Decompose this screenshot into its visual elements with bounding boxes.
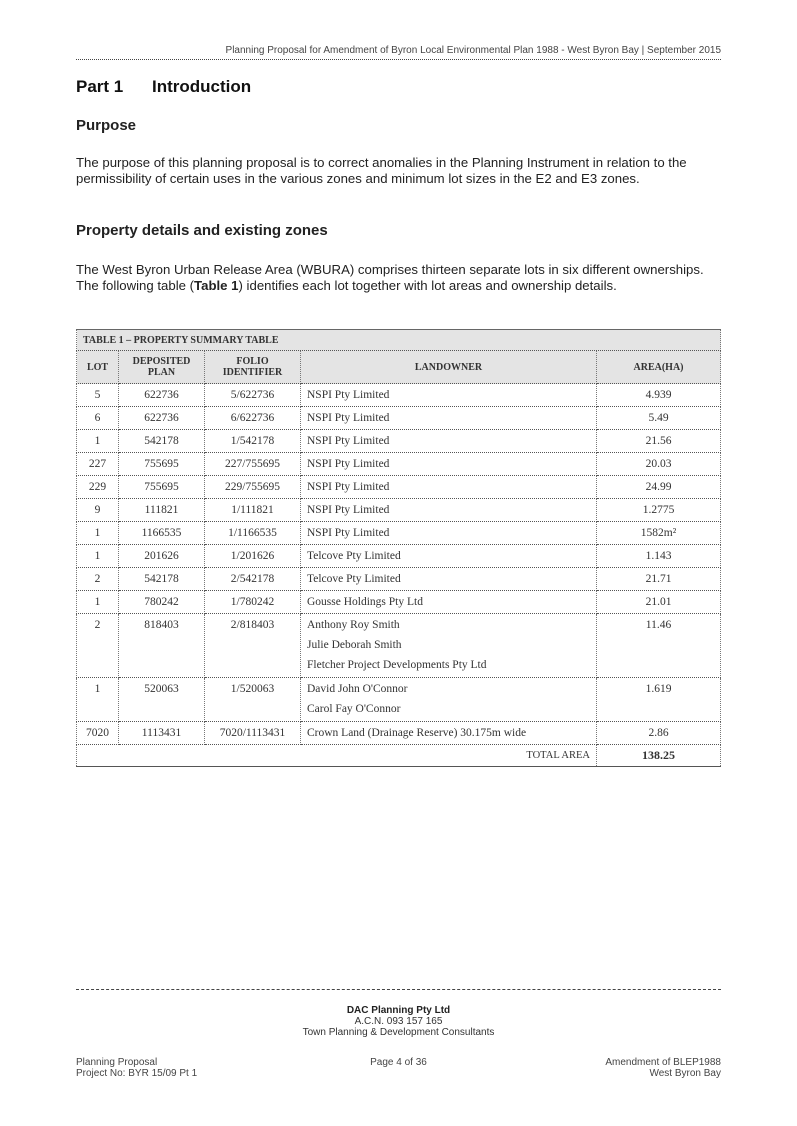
purpose-heading: Purpose xyxy=(76,117,137,134)
table-row xyxy=(77,430,721,453)
cell-lot: 1 xyxy=(77,678,119,722)
cell-landowner xyxy=(301,430,597,453)
cell-area: 21.71 xyxy=(597,568,721,591)
cell-landowner xyxy=(301,522,597,545)
cell-folio-identifier: 227/755695 xyxy=(205,453,301,476)
table-row xyxy=(77,476,721,499)
cell-lot: 1 xyxy=(77,430,119,453)
table-row xyxy=(77,384,721,407)
cell-folio-identifier: 1/780242 xyxy=(205,591,301,614)
footer-company-block xyxy=(200,1005,597,1038)
cell-folio-identifier: 7020/1113431 xyxy=(205,722,301,745)
cell-area: 1582m² xyxy=(597,522,721,545)
col-header-area: AREA(HA) xyxy=(597,351,721,384)
cell-folio-identifier: 2/818403 xyxy=(205,614,301,678)
cell-landowner xyxy=(301,407,597,430)
cell-deposited-plan: 755695 xyxy=(119,476,205,499)
table-row xyxy=(77,568,721,591)
cell-landowner xyxy=(301,476,597,499)
cell-lot: 2 xyxy=(77,614,119,678)
cell-folio-identifier: 1/111821 xyxy=(205,499,301,522)
col-header-landowner: LANDOWNER xyxy=(301,351,597,384)
col-header-folio-identifier: FOLIO IDENTIFIER xyxy=(205,351,301,384)
table-row xyxy=(77,678,721,722)
cell-deposited-plan: 542178 xyxy=(119,430,205,453)
cell-folio-identifier: 2/542178 xyxy=(205,568,301,591)
footer-acn: A.C.N. 093 157 165 xyxy=(354,1016,443,1027)
cell-lot: 1 xyxy=(77,545,119,568)
table-row xyxy=(77,407,721,430)
landowner-name: Fletcher Project Developments Pty Ltd xyxy=(307,659,487,671)
col-header-deposited-plan: DEPOSITED PLAN xyxy=(119,351,205,384)
table-reference: Table 1 xyxy=(194,278,239,293)
landowner-name: NSPI Pty Limited xyxy=(307,412,390,424)
cell-landowner xyxy=(301,453,597,476)
property-heading: Property details and existing zones xyxy=(76,222,328,239)
property-summary-table xyxy=(76,329,721,767)
landowner-name: NSPI Pty Limited xyxy=(307,481,390,493)
cell-landowner xyxy=(301,722,597,745)
cell-area: 1.619 xyxy=(597,678,721,722)
table-row xyxy=(77,453,721,476)
footer-left xyxy=(76,1057,197,1079)
table-row xyxy=(77,499,721,522)
table-title: TABLE 1 – PROPERTY SUMMARY TABLE xyxy=(77,330,721,351)
cell-deposited-plan: 542178 xyxy=(119,568,205,591)
cell-lot: 1 xyxy=(77,522,119,545)
landowner-name: Telcove Pty Limited xyxy=(307,550,401,562)
cell-lot: 9 xyxy=(77,499,119,522)
running-header: Planning Proposal for Amendment of Byron Local Environmental Plan 1988 - West Byron Bay | September 2015 xyxy=(76,45,721,60)
footer-document-type: Planning Proposal xyxy=(76,1057,158,1068)
landowner-name: NSPI Pty Limited xyxy=(307,458,390,470)
cell-folio-identifier: 1/542178 xyxy=(205,430,301,453)
total-row xyxy=(77,745,721,767)
cell-deposited-plan: 201626 xyxy=(119,545,205,568)
cell-deposited-plan: 818403 xyxy=(119,614,205,678)
cell-landowner xyxy=(301,614,597,678)
landowner-name: David John O'Connor xyxy=(307,683,408,695)
table-row xyxy=(77,591,721,614)
landowner-name: NSPI Pty Limited xyxy=(307,504,390,516)
property-paragraph xyxy=(76,262,726,294)
property-text-before: The West Byron Urban Release Area (WBURA) comprises thirteen separate lots in six different ownerships. The following table ( xyxy=(76,262,704,293)
cell-folio-identifier: 1/201626 xyxy=(205,545,301,568)
part-title: Introduction xyxy=(152,77,252,96)
footer-divider xyxy=(76,989,721,990)
cell-folio-identifier: 229/755695 xyxy=(205,476,301,499)
footer-right xyxy=(605,1057,721,1079)
total-label: TOTAL AREA xyxy=(77,745,597,767)
cell-landowner xyxy=(301,545,597,568)
table-row xyxy=(77,545,721,568)
cell-deposited-plan: 780242 xyxy=(119,591,205,614)
landowner-name: Julie Deborah Smith xyxy=(307,639,402,651)
cell-deposited-plan: 1113431 xyxy=(119,722,205,745)
table-body xyxy=(77,384,721,745)
cell-landowner xyxy=(301,591,597,614)
cell-lot: 1 xyxy=(77,591,119,614)
cell-lot: 229 xyxy=(77,476,119,499)
cell-deposited-plan: 1166535 xyxy=(119,522,205,545)
part-number: Part 1 xyxy=(76,77,124,96)
landowner-name: NSPI Pty Limited xyxy=(307,435,390,447)
footer-firm-name: DAC Planning Pty Ltd xyxy=(346,1005,451,1016)
landowner-name: NSPI Pty Limited xyxy=(307,389,390,401)
footer-tagline: Town Planning & Development Consultants xyxy=(302,1027,495,1038)
table-row xyxy=(77,614,721,678)
property-text-after: ) identifies each lot together with lot areas and ownership details. xyxy=(238,278,617,293)
landowner-name: NSPI Pty Limited xyxy=(307,527,390,539)
cell-area: 5.49 xyxy=(597,407,721,430)
cell-area: 1.2775 xyxy=(597,499,721,522)
cell-area: 20.03 xyxy=(597,453,721,476)
footer-project-number: Project No: BYR 15/09 Pt 1 xyxy=(76,1068,198,1079)
landowner-name: Anthony Roy Smith xyxy=(307,619,400,631)
part-heading xyxy=(76,77,251,97)
cell-area: 21.01 xyxy=(597,591,721,614)
cell-landowner xyxy=(301,384,597,407)
footer-page-number: Page 4 of 36 xyxy=(370,1057,427,1068)
cell-lot: 227 xyxy=(77,453,119,476)
col-header-lot: LOT xyxy=(77,351,119,384)
cell-landowner xyxy=(301,678,597,722)
cell-lot: 7020 xyxy=(77,722,119,745)
landowner-name: Carol Fay O'Connor xyxy=(307,703,401,715)
cell-deposited-plan: 622736 xyxy=(119,407,205,430)
cell-area: 2.86 xyxy=(597,722,721,745)
cell-folio-identifier: 6/622736 xyxy=(205,407,301,430)
landowner-name: Crown Land (Drainage Reserve) 30.175m wide xyxy=(307,727,527,739)
cell-folio-identifier: 1/1166535 xyxy=(205,522,301,545)
cell-landowner xyxy=(301,499,597,522)
purpose-paragraph: The purpose of this planning proposal is to correct anomalies in the Planning Instrument in relation to the permissibility of certain uses in the various zones and minimum lot sizes in the E2 and E3 zones. xyxy=(76,155,687,186)
table-row xyxy=(77,522,721,545)
table-title-row xyxy=(77,330,721,351)
cell-lot: 5 xyxy=(77,384,119,407)
cell-lot: 2 xyxy=(77,568,119,591)
landowner-name: Gousse Holdings Pty Ltd xyxy=(307,596,423,608)
cell-lot: 6 xyxy=(77,407,119,430)
table-header-row xyxy=(77,351,721,384)
footer-location: West Byron Bay xyxy=(649,1068,721,1079)
landowner-name: Telcove Pty Limited xyxy=(307,573,401,585)
cell-deposited-plan: 755695 xyxy=(119,453,205,476)
cell-area: 1.143 xyxy=(597,545,721,568)
cell-area: 24.99 xyxy=(597,476,721,499)
cell-deposited-plan: 520063 xyxy=(119,678,205,722)
cell-area: 11.46 xyxy=(597,614,721,678)
cell-folio-identifier: 5/622736 xyxy=(205,384,301,407)
cell-area: 21.56 xyxy=(597,430,721,453)
cell-deposited-plan: 622736 xyxy=(119,384,205,407)
cell-area: 4.939 xyxy=(597,384,721,407)
cell-landowner xyxy=(301,568,597,591)
table-row xyxy=(77,722,721,745)
footer-amendment: Amendment of BLEP1988 xyxy=(605,1057,721,1068)
total-value: 138.25 xyxy=(597,745,721,767)
cell-deposited-plan: 111821 xyxy=(119,499,205,522)
cell-folio-identifier: 1/520063 xyxy=(205,678,301,722)
